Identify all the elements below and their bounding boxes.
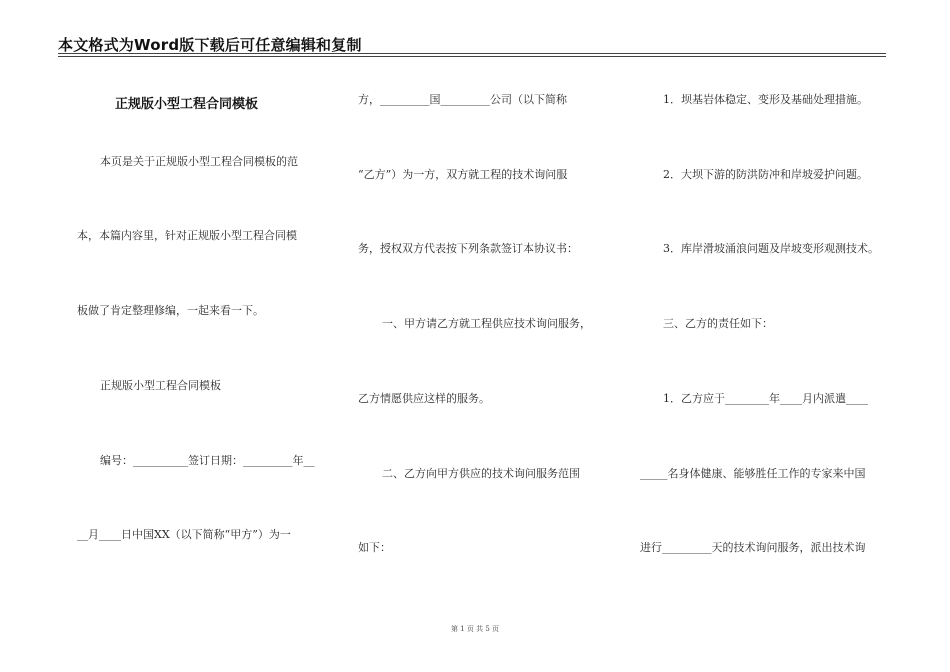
column1-line-3: 板做了肯定整理修编，一起来看一下。 bbox=[77, 304, 264, 317]
column2-line-6: 二、乙方向甲方供应的技术询问服务范围 bbox=[382, 467, 580, 480]
column3-line-1: 1．坝基岩体稳定、变形及基础处理措施。 bbox=[663, 93, 868, 106]
column2-line-4: 一、甲方请乙方就工程供应技术询问服务， bbox=[382, 317, 591, 330]
column3-line-6: _____名身体健康、能够胜任工作的专家来中国 bbox=[640, 467, 866, 480]
column1-line-5: 编号：__________签订日期：_________年__ bbox=[100, 454, 315, 467]
column2-line-3: 务，授权双方代表按下列条款签订本协议书： bbox=[358, 242, 578, 255]
column1-line-1: 本页是关于正规版小型工程合同模板的范 bbox=[100, 155, 298, 168]
column3-line-7: 进行_________天的技术询问服务，派出技术询 bbox=[640, 541, 866, 554]
document-title: 正规版小型工程合同模板 bbox=[115, 97, 259, 112]
column2-line-5: 乙方情愿供应这样的服务。 bbox=[358, 392, 490, 405]
column2-line-7: 如下： bbox=[358, 541, 391, 554]
header-divider-secondary bbox=[58, 56, 886, 57]
column2-line-1: 方，_________国_________公司（以下简称 bbox=[358, 93, 567, 106]
column1-line-6: __月____日中国XX（以下简称“甲方”）为一 bbox=[77, 528, 291, 541]
column3-line-4: 三、乙方的责任如下： bbox=[663, 317, 773, 330]
column1-line-2: 本，本篇内容里，针对正规版小型工程合同模 bbox=[77, 229, 297, 242]
column2-line-2: “乙方”）为一方，双方就工程的技术询问服 bbox=[358, 168, 568, 181]
header-divider bbox=[58, 53, 886, 54]
column3-line-3: 3．库岸滑坡涌浪问题及岸坡变形观测技术。 bbox=[663, 242, 879, 255]
column1-line-4: 正规版小型工程合同模板 bbox=[100, 379, 221, 392]
header-title: 本文格式为Word版下载后可任意编辑和复制 bbox=[58, 36, 362, 54]
column3-line-5: 1．乙方应于________年____月内派遣____ bbox=[663, 392, 868, 405]
column3-line-2: 2．大坝下游的防洪防冲和岸坡爱护问题。 bbox=[663, 168, 868, 181]
page-number: 第 1 页 共 5 页 bbox=[450, 625, 500, 633]
